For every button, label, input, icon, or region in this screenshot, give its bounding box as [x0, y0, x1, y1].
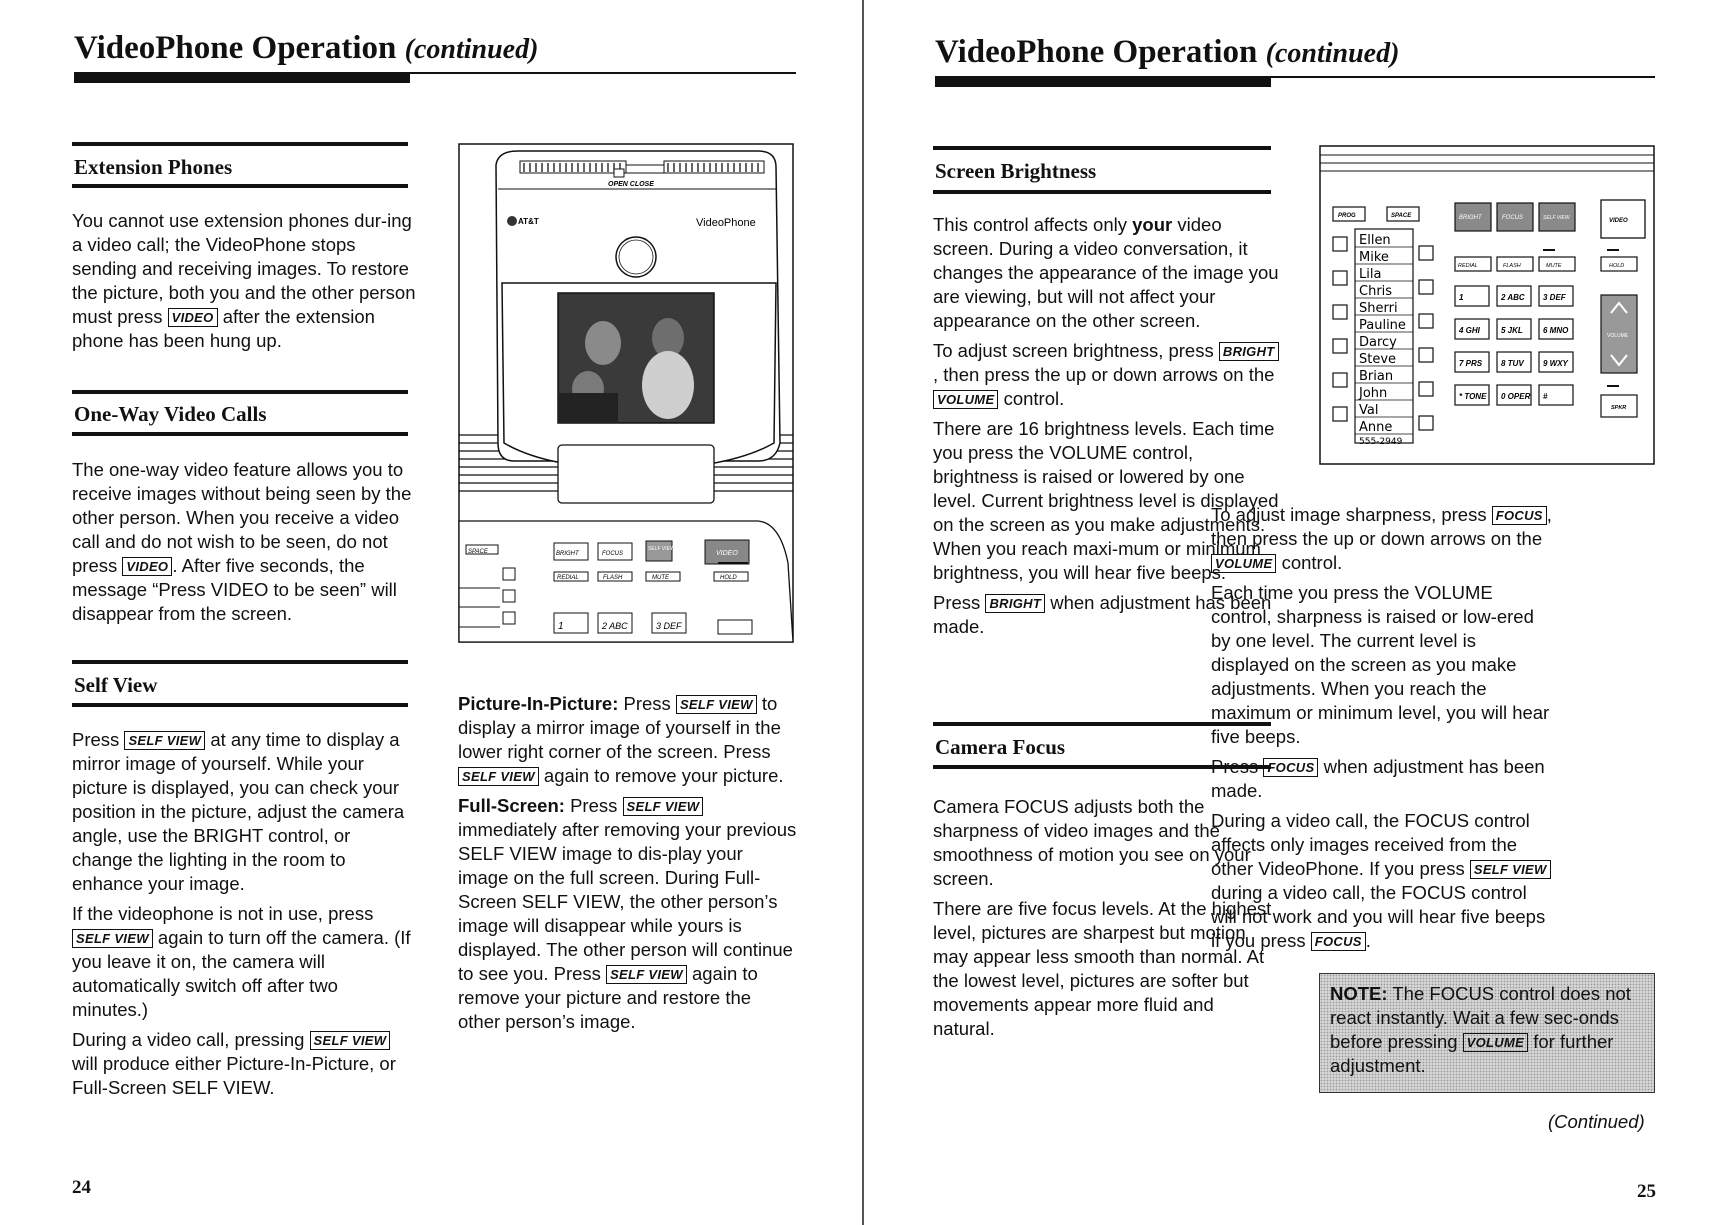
- btn-bright: BRIGHT: [556, 551, 579, 557]
- volume-key: VOLUME: [1463, 1033, 1528, 1052]
- product-label: VideoPhone: [696, 217, 756, 229]
- digit-key-label: #: [1543, 392, 1548, 401]
- pip-fullscreen-text: Picture-In-Picture: Press SELF VIEW to display a mirror image of yourself in the lower right corner of the screen. Press SELF VIEW again to remove your picture. Full-Screen: Press SELF VIEW immediately after removing your previous SELF VIEW image to dis-play your image on the full screen. During Full-Screen SELF VIEW, the other person’s image will disappear while yours is displayed. The other person will continue to see you. Press SELF VIEW again to remove your picture and restore the other person’s image.: [458, 693, 797, 1032]
- digit-key-label: 0 OPER: [1501, 392, 1531, 401]
- page-number: 25: [1637, 1181, 1656, 1202]
- speed-dial-button-right: [1419, 314, 1433, 328]
- bright-key: BRIGHT: [1219, 342, 1279, 361]
- section-heading-focus: Camera Focus: [935, 735, 1066, 759]
- directory-name: Val: [1359, 403, 1379, 418]
- keypad-drawing: [1319, 145, 1655, 465]
- btn-hold: HOLD: [720, 575, 737, 581]
- speed-dial-button-left: [1333, 407, 1347, 421]
- digit-key-label: 7 PRS: [1459, 359, 1483, 368]
- key-3: 3 DEF: [656, 621, 682, 631]
- volume-key: VOLUME: [1211, 554, 1276, 573]
- globe-logo-icon: [507, 216, 517, 226]
- focus-key: FOCUS: [1263, 758, 1318, 777]
- digit-key-label: 3 DEF: [1543, 293, 1566, 302]
- speed-dial-button-left: [1333, 373, 1347, 387]
- volume-label: VOLUME: [1607, 333, 1629, 339]
- self-view-key: SELF VIEW: [1470, 860, 1551, 879]
- one-way-text: The one-way video feature allows you to receive images without being seen by the other person. When you receive a video call and do not wish to be seen, do not press VIDEO . After five seconds, the message “Press VIDEO to be seen” will disappear from the screen.: [72, 459, 412, 624]
- btn-redial: REDIAL: [1458, 263, 1478, 269]
- title-rule-accent: [935, 78, 1271, 87]
- directory-name: Darcy: [1359, 335, 1397, 350]
- btn-flash: FLASH: [1503, 263, 1521, 269]
- focus-key: FOCUS: [1311, 932, 1366, 951]
- volume-key: VOLUME: [933, 390, 998, 409]
- speed-dial-button-right: [1419, 382, 1433, 396]
- speed-dial-button-left: [1333, 305, 1347, 319]
- btn-video: VIDEO: [716, 550, 738, 557]
- self-view-key: SELF VIEW: [72, 929, 153, 948]
- speed-dial-button-left: [1333, 237, 1347, 251]
- section-heading-brightness: Screen Brightness: [935, 159, 1097, 183]
- directory-name: Ellen: [1359, 233, 1391, 248]
- self-view-key: SELF VIEW: [458, 767, 539, 786]
- sharpness-text: To adjust image sharpness, press FOCUS , then press the up or down arrows on the VOLUME control. Each time you press the VOLUME control, sharpness is raised or low-ered by one level. The current level is displayed on the screen as you make adjustments. When you reach the maximum or minimum level, you will hear five beeps. Press FOCUS when adjustment has been made. During a video call, the FOCUS control affects only images received from the other VideoPhone. If you press SELF VIEW during a video call, the FOCUS control will not work and you will hear five beeps if you press FOCUS .: [1211, 504, 1552, 951]
- videophone-drawing: [458, 143, 794, 643]
- digit-key-label: 5 JKL: [1501, 326, 1523, 335]
- btn-mute: MUTE: [652, 575, 669, 581]
- digit-key-label: 2 ABC: [1501, 293, 1525, 302]
- section-rule: [72, 184, 408, 188]
- btn-speaker: SPKR: [1611, 405, 1627, 411]
- open-close-label: OPEN CLOSE: [608, 181, 654, 188]
- digit-key-label: 4 GHI: [1459, 326, 1480, 335]
- self-view-key: SELF VIEW: [310, 1031, 391, 1050]
- directory-name: Pauline: [1359, 318, 1406, 333]
- self-view-key: SELF VIEW: [606, 965, 687, 984]
- btn-video: VIDEO: [1609, 218, 1628, 224]
- section-heading-self-view: Self View: [74, 673, 158, 697]
- directory-number: 555-2949: [1359, 437, 1403, 447]
- page-title: VideoPhone Operation (continued): [74, 30, 539, 66]
- section-rule: [72, 660, 408, 664]
- section-rule: [72, 432, 408, 436]
- digit-key-label: 6 MNO: [1543, 326, 1569, 335]
- digit-key-label: 1: [1459, 293, 1464, 302]
- btn-mute: MUTE: [1546, 263, 1562, 269]
- btn-bright: BRIGHT: [1459, 215, 1482, 221]
- digit-key-label: 9 WXY: [1543, 359, 1568, 368]
- brightness-text: This control affects only your video screen. During a video conversation, it changes the appearance of the image you are viewing, but will not affect your appearance on the other screen. To adjust screen brightness, press BRIGHT, then press the up or down arrows on the VOLUME control. There are 16 brightness levels. Each time you press the VOLUME control, brightness is raised or lowered by one level. Current brightness level is displayed on the screen as you make adjustments. When you reach maxi-mum or minimum brightness, you will hear five beeps. Press BRIGHT when adjustment has been made.: [933, 214, 1279, 637]
- btn-self-view: SELF VIEW: [648, 546, 675, 552]
- video-key: VIDEO: [168, 308, 218, 327]
- note-box: NOTE: The FOCUS control does not react instantly. Wait a few sec-onds before pressing VOLUME for further adjustment.: [1319, 973, 1655, 1093]
- right-page: [862, 0, 1711, 1225]
- videophone-illustration: [458, 143, 794, 643]
- section-rule: [72, 390, 408, 394]
- section-rule: [72, 703, 408, 707]
- section-heading-extension-phones: Extension Phones: [74, 155, 233, 179]
- section-rule: [933, 190, 1271, 194]
- focus-text: Camera FOCUS adjusts both the sharpness of video images and the smoothness of motion you see on your screen. There are five focus levels. At the highest level, pictures are sharpest but motion may appear less smooth than normal. At the lowest level, pictures are softer but movements appear more fluid and natural.: [933, 796, 1272, 1039]
- directory-name: Sherri: [1359, 301, 1398, 316]
- section-rule: [933, 146, 1271, 150]
- directory-name: John: [1359, 386, 1388, 401]
- self-view-text: Press SELF VIEW at any time to display a mirror image of yourself. While your picture is displayed, you can check your position in the picture, adjust the camera angle, use the BRIGHT control, or change the lighting in the room to enhance your image. If the videophone is not in use, press SELF VIEW again to turn off the camera. (If you leave it on, the camera will automatically switch off after two minutes.) During a video call, pressing SELF VIEW will produce either Picture-In-Picture, or Full-Screen SELF VIEW.: [72, 729, 411, 1098]
- btn-space: SPACE: [468, 549, 488, 555]
- directory-name: Lila: [1359, 267, 1382, 282]
- btn-focus: FOCUS: [602, 551, 623, 557]
- directory-name: Anne: [1359, 420, 1393, 435]
- btn-focus: FOCUS: [1502, 215, 1523, 221]
- btn-space: SPACE: [1391, 213, 1412, 219]
- speed-dial-button-right: [1419, 246, 1433, 260]
- speed-dial-button-left: [1333, 271, 1347, 285]
- btn-self-view: SELF VIEW: [1543, 215, 1570, 221]
- continued-label: (Continued): [1548, 1111, 1645, 1132]
- self-view-key: SELF VIEW: [676, 695, 757, 714]
- btn-redial: REDIAL: [557, 575, 579, 581]
- key-2: 2 ABC: [602, 621, 628, 631]
- digit-key-label: 8 TUV: [1501, 359, 1524, 368]
- directory-name: Mike: [1359, 250, 1389, 265]
- extension-phones-text: You cannot use extension phones dur-ing a video call; the VideoPhone stops sending and receiving images. To restore the picture, both you and the other person must press VIDEO after the extension phone has been hung up.: [72, 210, 416, 351]
- brand-label: AT&T: [518, 217, 539, 226]
- btn-hold: HOLD: [1609, 263, 1625, 269]
- video-key: VIDEO: [122, 557, 172, 576]
- section-rule: [72, 142, 408, 146]
- directory-name: Chris: [1359, 284, 1393, 299]
- bright-key: BRIGHT: [985, 594, 1045, 613]
- speed-dial-button-left: [1333, 339, 1347, 353]
- self-view-key: SELF VIEW: [623, 797, 704, 816]
- page-number: 24: [72, 1177, 91, 1198]
- speed-dial-button-right: [1419, 416, 1433, 430]
- speed-dial-button-right: [1419, 280, 1433, 294]
- key-1: 1: [558, 621, 564, 632]
- section-heading-one-way: One-Way Video Calls: [74, 402, 267, 426]
- speed-dial-button-right: [1419, 348, 1433, 362]
- btn-flash: FLASH: [603, 575, 623, 581]
- title-rule-accent: [74, 74, 410, 83]
- digit-key-label: * TONE: [1459, 392, 1487, 401]
- directory-name: Steve: [1359, 352, 1397, 367]
- directory-name: Brian: [1359, 369, 1394, 384]
- page-title: VideoPhone Operation (continued): [935, 34, 1400, 70]
- keypad-illustration: [1319, 145, 1655, 465]
- self-view-key: SELF VIEW: [124, 731, 205, 750]
- btn-prog: PROG: [1338, 213, 1356, 219]
- focus-key: FOCUS: [1492, 506, 1547, 525]
